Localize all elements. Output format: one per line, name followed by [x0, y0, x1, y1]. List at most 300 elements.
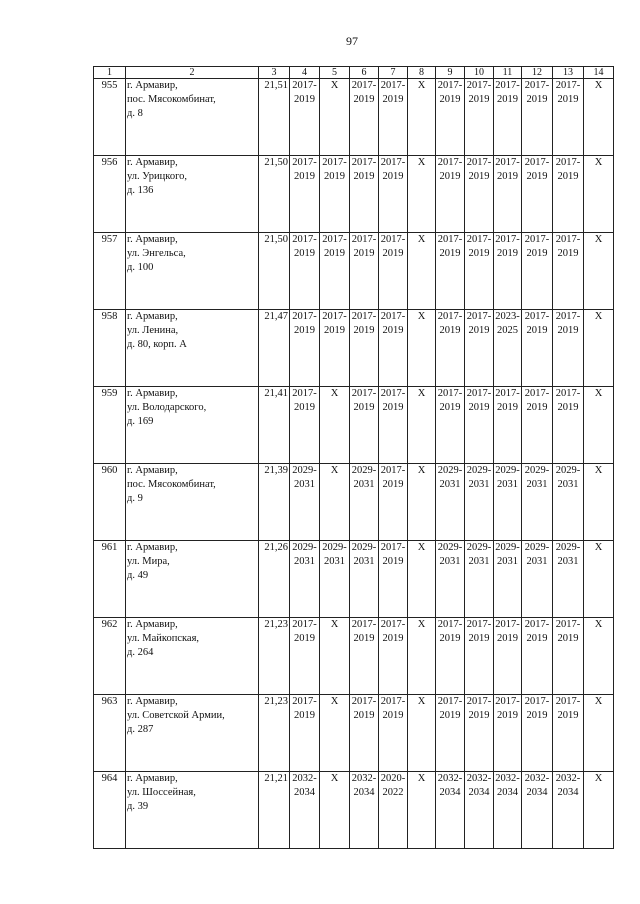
- period-line: 2017-: [466, 80, 492, 91]
- period-line: 2029-: [437, 542, 463, 553]
- address-line: д. 287: [127, 724, 154, 735]
- period-line: 2017-: [466, 234, 492, 245]
- period-line: 2019: [526, 94, 548, 105]
- address-line: г. Армавир,: [127, 388, 178, 399]
- period-line: 2032-: [437, 773, 463, 784]
- period-line: X: [594, 542, 603, 553]
- period-line: 2019: [382, 479, 404, 490]
- period-cell-col-11: [494, 310, 522, 387]
- period-line: 2019: [497, 94, 518, 105]
- period-line: 2019: [468, 633, 490, 644]
- period-cell-col-8: [408, 233, 436, 310]
- period-line: 2019: [557, 402, 579, 413]
- period-line: 2019: [353, 94, 375, 105]
- period-cell-col-5: [320, 310, 350, 387]
- period-cell-col-7: [379, 233, 408, 310]
- period-line: X: [417, 311, 426, 322]
- address-line: г. Армавир,: [127, 696, 178, 707]
- period-line: X: [417, 234, 426, 245]
- period-line: 2019: [439, 248, 461, 259]
- period-line: 2031: [557, 479, 579, 490]
- period-line: 2032-: [524, 773, 550, 784]
- period-line: 2031: [497, 556, 518, 567]
- table-row: [94, 772, 614, 849]
- address-line: ул. Володарского,: [127, 402, 207, 413]
- period-line: 2019: [382, 325, 404, 336]
- period-line: 2029-: [351, 542, 377, 553]
- column-header-11: 11: [494, 67, 522, 79]
- period-cell-col-14: [584, 772, 614, 849]
- period-line: 2029-: [351, 465, 377, 476]
- period-line: 2019: [353, 171, 375, 182]
- period-line: X: [417, 773, 426, 784]
- period-line: 2031: [526, 556, 548, 567]
- period-cell-col-9: [436, 541, 465, 618]
- period-line: X: [330, 388, 339, 399]
- period-line: X: [417, 157, 426, 168]
- period-line: 2019: [557, 171, 579, 182]
- period-cell-col-14: [584, 156, 614, 233]
- period-cell-col-13: [553, 79, 584, 156]
- address-line: д. 8: [127, 108, 143, 119]
- period-cell-col-4: [290, 156, 320, 233]
- period-line: 2031: [526, 479, 548, 490]
- period-line: X: [330, 465, 339, 476]
- period-line: 2031: [468, 556, 490, 567]
- period-cell-col-14: [584, 618, 614, 695]
- period-cell-col-5: [320, 79, 350, 156]
- period-line: 2017-: [380, 696, 406, 707]
- period-line: 2017-: [351, 80, 377, 91]
- period-line: 2017-: [495, 619, 520, 630]
- address-line: д. 169: [127, 416, 154, 427]
- period-cell-col-10: [465, 541, 494, 618]
- period-cell-col-11: [494, 233, 522, 310]
- period-line: 2032-: [495, 773, 520, 784]
- period-line: 2017-: [380, 311, 406, 322]
- period-line: 2019: [353, 710, 375, 721]
- period-cell-col-12: [522, 541, 553, 618]
- period-line: 2019: [468, 325, 490, 336]
- address-line: ул. Мира,: [127, 556, 170, 567]
- period-cell-col-8: [408, 310, 436, 387]
- period-line: 2029-: [524, 542, 550, 553]
- period-line: X: [417, 465, 426, 476]
- column-header-9: 9: [436, 67, 465, 79]
- page-number: 97: [346, 34, 358, 48]
- period-cell-col-9: [436, 772, 465, 849]
- period-line: 2017-: [437, 80, 463, 91]
- address-cell: [126, 79, 259, 156]
- period-line: 2017-: [292, 234, 317, 245]
- period-line: 2019: [526, 171, 548, 182]
- address-line: ул. Советской Армии,: [127, 710, 225, 721]
- header-row: [94, 67, 614, 79]
- address-line: ул. Ленина,: [127, 325, 179, 336]
- column-header-5: 5: [320, 67, 350, 79]
- period-cell-col-9: [436, 79, 465, 156]
- period-line: 2017-: [351, 619, 377, 630]
- period-cell-col-5: [320, 695, 350, 772]
- period-line: 2019: [382, 171, 404, 182]
- period-line: 2017-: [380, 234, 406, 245]
- period-line: 2031: [497, 479, 518, 490]
- period-line: 2019: [382, 248, 404, 259]
- period-cell-col-8: [408, 541, 436, 618]
- period-line: 2029-: [292, 465, 317, 476]
- period-cell-col-9: [436, 233, 465, 310]
- period-line: 2019: [353, 402, 375, 413]
- period-cell-col-6: [350, 695, 379, 772]
- period-line: X: [594, 157, 603, 168]
- period-cell-col-8: [408, 695, 436, 772]
- address-line: д. 100: [127, 262, 154, 273]
- column-header-7: 7: [379, 67, 408, 79]
- period-cell-col-13: [553, 541, 584, 618]
- period-line: 2019: [497, 710, 518, 721]
- column-header-2: 2: [126, 67, 259, 79]
- row-number: 962: [94, 618, 126, 695]
- period-line: 2017-: [495, 80, 520, 91]
- period-line: 2017-: [555, 157, 581, 168]
- period-cell-col-7: [379, 541, 408, 618]
- period-cell-col-10: [465, 695, 494, 772]
- table-body: [94, 79, 614, 849]
- period-line: X: [594, 388, 603, 399]
- period-line: 2019: [497, 633, 518, 644]
- period-line: 2017-: [466, 619, 492, 630]
- period-line: 2017-: [292, 696, 317, 707]
- period-line: 2017-: [380, 80, 406, 91]
- period-line: 2025: [497, 325, 518, 336]
- period-cell-col-10: [465, 156, 494, 233]
- area-cell: 21,23: [259, 695, 290, 772]
- row-number: 961: [94, 541, 126, 618]
- period-line: 2019: [294, 633, 315, 644]
- period-line: 2031: [294, 479, 315, 490]
- column-header-8: 8: [408, 67, 436, 79]
- period-cell-col-6: [350, 772, 379, 849]
- period-line: 2019: [526, 633, 548, 644]
- period-cell-col-12: [522, 772, 553, 849]
- period-cell-col-9: [436, 310, 465, 387]
- address-cell: [126, 156, 259, 233]
- period-line: X: [330, 619, 339, 630]
- period-cell-col-5: [320, 464, 350, 541]
- period-line: 2017-: [524, 696, 550, 707]
- period-line: 2029-: [322, 542, 347, 553]
- period-line: 2017-: [466, 696, 492, 707]
- period-line: 2031: [439, 479, 461, 490]
- period-line: 2029-: [292, 542, 317, 553]
- period-line: 2017-: [555, 619, 581, 630]
- column-header-14: 14: [584, 67, 614, 79]
- period-line: 2017-: [351, 388, 377, 399]
- table-row: [94, 387, 614, 464]
- period-line: 2017-: [437, 696, 463, 707]
- period-line: 2017-: [437, 619, 463, 630]
- period-line: 2031: [468, 479, 490, 490]
- period-cell-col-12: [522, 310, 553, 387]
- period-cell-col-5: [320, 772, 350, 849]
- period-line: 2034: [468, 787, 490, 798]
- period-line: 2019: [294, 710, 315, 721]
- period-cell-col-10: [465, 618, 494, 695]
- period-line: 2017-: [292, 619, 317, 630]
- period-line: 2031: [353, 556, 375, 567]
- period-cell-col-8: [408, 772, 436, 849]
- period-cell-col-7: [379, 156, 408, 233]
- address-cell: [126, 541, 259, 618]
- period-line: 2017-: [380, 465, 406, 476]
- address-line: пос. Мясокомбинат,: [127, 479, 216, 490]
- column-header-6: 6: [350, 67, 379, 79]
- period-line: X: [594, 80, 603, 91]
- period-cell-col-14: [584, 79, 614, 156]
- period-cell-col-4: [290, 233, 320, 310]
- period-line: 2017-: [555, 696, 581, 707]
- period-line: 2017-: [555, 234, 581, 245]
- period-line: 2019: [382, 94, 404, 105]
- period-line: 2029-: [555, 542, 581, 553]
- period-line: 2019: [353, 325, 375, 336]
- period-cell-col-12: [522, 695, 553, 772]
- period-line: 2029-: [524, 465, 550, 476]
- period-line: 2019: [468, 94, 490, 105]
- period-cell-col-7: [379, 387, 408, 464]
- period-line: 2017-: [524, 234, 550, 245]
- period-line: 2017-: [380, 388, 406, 399]
- period-cell-col-7: [379, 618, 408, 695]
- period-line: 2032-: [351, 773, 377, 784]
- period-line: 2031: [324, 556, 345, 567]
- address-line: г. Армавир,: [127, 157, 178, 168]
- period-line: 2034: [353, 787, 375, 798]
- period-line: 2019: [557, 325, 579, 336]
- period-line: 2019: [439, 633, 461, 644]
- address-line: ул. Майкопская,: [127, 633, 200, 644]
- period-cell-col-6: [350, 310, 379, 387]
- period-cell-col-11: [494, 156, 522, 233]
- address-line: г. Армавир,: [127, 311, 178, 322]
- period-line: 2019: [294, 171, 315, 182]
- period-line: 2017-: [524, 388, 550, 399]
- period-line: X: [594, 234, 603, 245]
- address-line: пос. Мясокомбинат,: [127, 94, 216, 105]
- period-line: 2019: [497, 248, 518, 259]
- period-line: 2017-: [524, 157, 550, 168]
- period-line: 2019: [439, 171, 461, 182]
- row-number: 958: [94, 310, 126, 387]
- period-line: 2029-: [466, 542, 492, 553]
- period-line: 2019: [468, 402, 490, 413]
- address-line: д. 80, корп. А: [127, 339, 187, 350]
- row-number: 955: [94, 79, 126, 156]
- period-cell-col-13: [553, 156, 584, 233]
- period-cell-col-5: [320, 541, 350, 618]
- table-row: [94, 156, 614, 233]
- period-cell-col-10: [465, 310, 494, 387]
- row-number: 956: [94, 156, 126, 233]
- period-cell-col-14: [584, 387, 614, 464]
- period-line: 2017-: [322, 157, 347, 168]
- period-cell-col-14: [584, 541, 614, 618]
- period-line: 2017-: [466, 388, 492, 399]
- period-line: 2020-: [380, 773, 406, 784]
- period-cell-col-4: [290, 310, 320, 387]
- period-cell-col-4: [290, 541, 320, 618]
- period-line: 2032-: [555, 773, 581, 784]
- address-cell: [126, 464, 259, 541]
- period-cell-col-12: [522, 79, 553, 156]
- period-line: 2019: [439, 402, 461, 413]
- period-line: 2023-: [495, 311, 520, 322]
- period-cell-col-12: [522, 464, 553, 541]
- address-line: д. 49: [127, 570, 149, 581]
- period-cell-col-11: [494, 387, 522, 464]
- period-line: 2032-: [292, 773, 317, 784]
- address-cell: [126, 233, 259, 310]
- table-row: [94, 310, 614, 387]
- period-cell-col-10: [465, 387, 494, 464]
- period-cell-col-8: [408, 79, 436, 156]
- period-cell-col-4: [290, 79, 320, 156]
- period-line: 2019: [294, 402, 315, 413]
- column-header-10: 10: [465, 67, 494, 79]
- area-cell: 21,39: [259, 464, 290, 541]
- period-cell-col-12: [522, 156, 553, 233]
- period-line: 2019: [526, 248, 548, 259]
- period-line: X: [417, 619, 426, 630]
- period-cell-col-10: [465, 464, 494, 541]
- period-line: 2019: [439, 94, 461, 105]
- period-cell-col-10: [465, 233, 494, 310]
- period-line: X: [330, 80, 339, 91]
- period-line: 2019: [353, 633, 375, 644]
- address-line: д. 39: [127, 801, 149, 812]
- period-line: 2019: [526, 402, 548, 413]
- period-line: 2034: [497, 787, 518, 798]
- period-cell-col-11: [494, 79, 522, 156]
- address-cell: [126, 387, 259, 464]
- period-line: 2017-: [292, 388, 317, 399]
- period-line: 2019: [382, 633, 404, 644]
- period-line: 2017-: [555, 388, 581, 399]
- period-cell-col-6: [350, 464, 379, 541]
- period-cell-col-7: [379, 695, 408, 772]
- period-cell-col-10: [465, 79, 494, 156]
- period-line: 2017-: [292, 311, 317, 322]
- period-cell-col-5: [320, 156, 350, 233]
- period-cell-col-13: [553, 772, 584, 849]
- period-cell-col-9: [436, 695, 465, 772]
- period-cell-col-8: [408, 618, 436, 695]
- period-line: 2017-: [351, 696, 377, 707]
- period-line: 2019: [294, 325, 315, 336]
- address-line: д. 9: [127, 493, 143, 504]
- table-row: [94, 695, 614, 772]
- period-cell-col-8: [408, 464, 436, 541]
- area-cell: 21,26: [259, 541, 290, 618]
- period-line: 2017-: [322, 311, 347, 322]
- period-line: 2017-: [495, 157, 520, 168]
- address-line: г. Армавир,: [127, 619, 178, 630]
- period-cell-col-6: [350, 618, 379, 695]
- table-row: [94, 464, 614, 541]
- period-line: 2017-: [466, 311, 492, 322]
- period-line: 2029-: [555, 465, 581, 476]
- address-line: г. Армавир,: [127, 234, 178, 245]
- table-row: [94, 79, 614, 156]
- period-line: 2017-: [351, 311, 377, 322]
- period-cell-col-9: [436, 156, 465, 233]
- period-line: 2017-: [380, 542, 406, 553]
- column-header-4: 4: [290, 67, 320, 79]
- period-line: 2017-: [380, 619, 406, 630]
- period-cell-col-13: [553, 618, 584, 695]
- period-line: 2029-: [495, 542, 520, 553]
- period-line: X: [594, 311, 603, 322]
- address-cell: [126, 772, 259, 849]
- column-header-3: 3: [259, 67, 290, 79]
- period-line: 2019: [439, 325, 461, 336]
- period-line: X: [417, 80, 426, 91]
- table-header: [94, 67, 614, 79]
- period-line: 2019: [468, 171, 490, 182]
- period-cell-col-6: [350, 79, 379, 156]
- period-line: 2019: [557, 710, 579, 721]
- period-cell-col-11: [494, 464, 522, 541]
- period-line: X: [417, 696, 426, 707]
- period-line: 2019: [439, 710, 461, 721]
- period-cell-col-6: [350, 156, 379, 233]
- period-cell-col-14: [584, 464, 614, 541]
- table-row: [94, 233, 614, 310]
- period-cell-col-4: [290, 464, 320, 541]
- period-line: 2017-: [466, 157, 492, 168]
- period-line: X: [594, 619, 603, 630]
- period-line: 2019: [468, 710, 490, 721]
- address-line: г. Армавир,: [127, 80, 178, 91]
- period-line: 2019: [497, 402, 518, 413]
- period-cell-col-5: [320, 618, 350, 695]
- period-line: X: [417, 542, 426, 553]
- period-cell-col-11: [494, 618, 522, 695]
- period-line: 2019: [526, 710, 548, 721]
- area-cell: 21,23: [259, 618, 290, 695]
- period-line: 2031: [353, 479, 375, 490]
- period-line: 2019: [526, 325, 548, 336]
- period-line: 2019: [557, 94, 579, 105]
- period-cell-col-14: [584, 310, 614, 387]
- period-line: X: [594, 773, 603, 784]
- period-line: 2019: [557, 633, 579, 644]
- address-line: ул. Урицкого,: [127, 171, 188, 182]
- column-header-1: 1: [94, 67, 126, 79]
- period-line: 2017-: [555, 311, 581, 322]
- period-cell-col-11: [494, 541, 522, 618]
- period-cell-col-14: [584, 695, 614, 772]
- address-line: г. Армавир,: [127, 465, 178, 476]
- period-line: 2031: [294, 556, 315, 567]
- period-cell-col-4: [290, 772, 320, 849]
- period-cell-col-12: [522, 387, 553, 464]
- period-line: 2019: [324, 325, 345, 336]
- period-cell-col-14: [584, 233, 614, 310]
- period-line: 2031: [557, 556, 579, 567]
- address-line: г. Армавир,: [127, 542, 178, 553]
- address-line: ул. Энгельса,: [127, 248, 186, 259]
